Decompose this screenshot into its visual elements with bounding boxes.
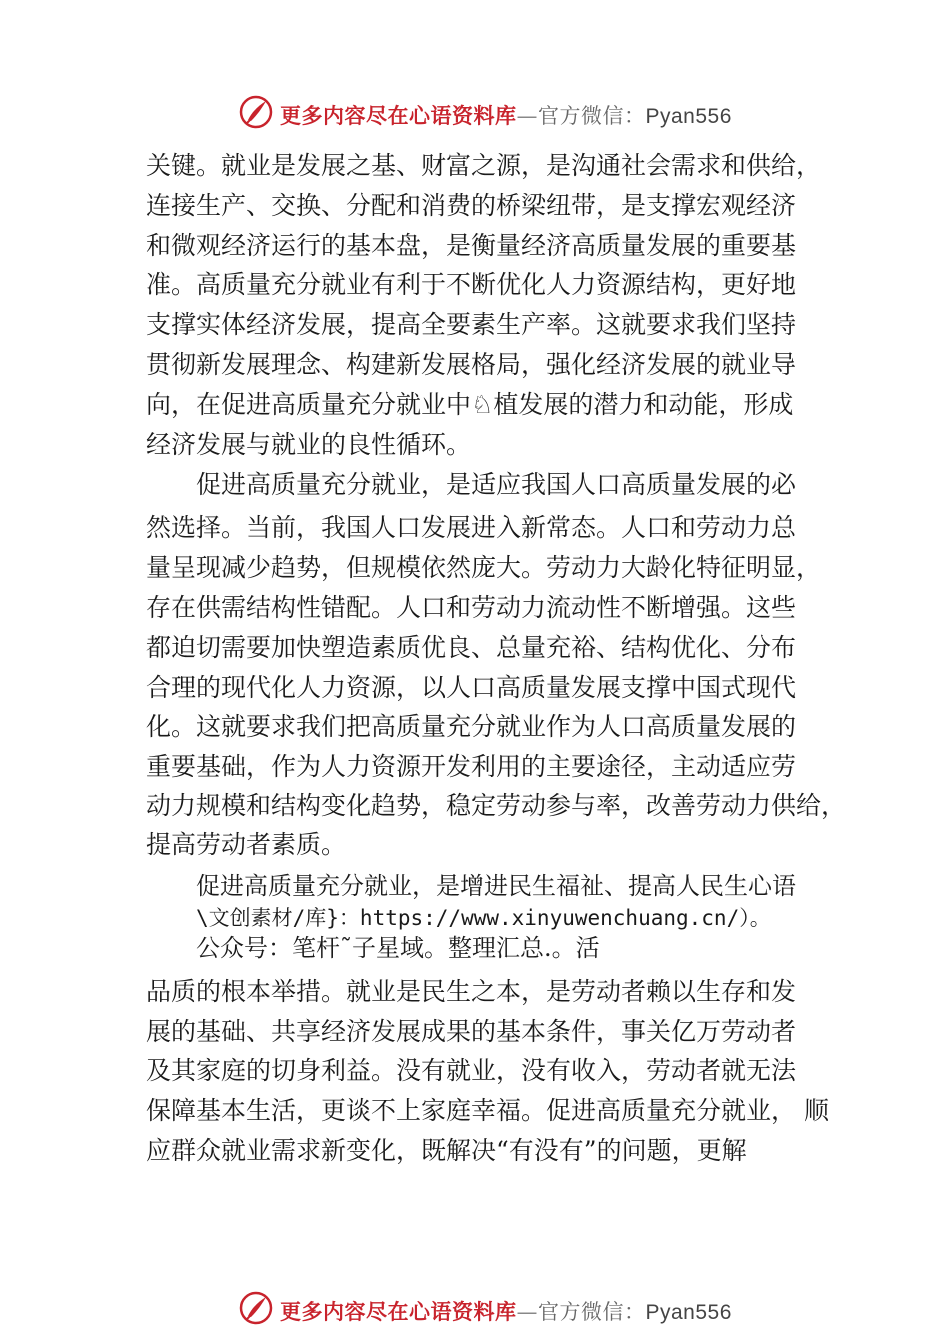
footer-watermark-banner	[0, 1290, 950, 1330]
text-line: 应群众就业需求新变化，既解决“有没有”的问题，更解	[146, 1136, 747, 1165]
text-line: 及其家庭的切身利益。没有就业，没有收入，劳动者就无法	[146, 1056, 797, 1085]
text-line: 保障基本生活，更谈不上家庭幸福。促进高质量充分就业， 顺	[146, 1096, 829, 1125]
text-line: 动力规模和结构变化趋势，稳定劳动参与率，改善劳动力供给，	[146, 791, 847, 820]
text-line: 重要基础，作为人力资源开发利用的主要途径，主动适应劳	[146, 752, 797, 781]
text-line: 经济发展与就业的良性循环。	[146, 430, 472, 459]
text-line: 存在供需结构性错配。人口和劳动力流动性不断增强。这些	[146, 593, 797, 622]
text-line: 促进高质量充分就业，是适应我国人口高质量发展的必	[196, 470, 797, 499]
header-watermark-banner	[0, 94, 950, 134]
text-line: 量呈现减少趋势，但规模依然庞大。劳动力大龄化特征明显，	[146, 553, 822, 582]
text-line: 提高劳动者素质。	[146, 830, 347, 859]
text-line: 准。高质量充分就业有利于不断优化人力资源结构，更好地	[146, 270, 797, 299]
quill-seal-icon	[238, 94, 274, 130]
text-line: 然选择。当前，我国人口发展进入新常态。人口和劳动力总	[146, 513, 797, 542]
text-line: 贯彻新发展理念、构建新发展格局，强化经济发展的就业导	[146, 350, 797, 379]
text-line: 品质的根本举措。就业是民生之本，是劳动者赖以生存和发	[146, 977, 797, 1006]
footer-watermark-text: 更多内容尽在心语资料库—官方微信：Pyan556	[280, 1300, 732, 1324]
text-line: 连接生产、交换、分配和消费的桥梁纽带，是支撑宏观经济	[146, 191, 797, 220]
text-line: 化。这就要求我们把高质量充分就业作为人口高质量发展的	[146, 712, 797, 741]
header-watermark-text: 更多内容尽在心语资料库—官方微信：Pyan556	[280, 104, 732, 128]
text-line: 关键。就业是发展之基、财富之源，是沟通社会需求和供给，	[146, 151, 822, 180]
quill-seal-icon	[238, 1290, 274, 1326]
watermark-url-line: \文创素材/库}：https://www.xinyuwenchuang.cn/）。	[196, 906, 771, 930]
watermark-wechat-line: 公众号：笔杆˜子星域。整理汇总.。活	[196, 934, 600, 962]
text-line: 支撑实体经济发展，提高全要素生产率。这就要求我们坚持	[146, 310, 797, 339]
text-line: 向，在促进高质量充分就业中♘植发展的潜力和动能，形成	[146, 390, 794, 419]
text-line: 都迫切需要加快塑造素质优良、总量充裕、结构优化、分布	[146, 633, 797, 662]
text-line: 合理的现代化人力资源，以人口高质量发展支撑中国式现代	[146, 673, 797, 702]
text-line: 和微观经济运行的基本盘，是衡量经济高质量发展的重要基	[146, 231, 797, 260]
text-line: 促进高质量充分就业，是增进民生福祉、提高人民生心语	[196, 872, 796, 900]
text-line: 展的基础、共享经济发展成果的基本条件，事关亿万劳动者	[146, 1017, 797, 1046]
